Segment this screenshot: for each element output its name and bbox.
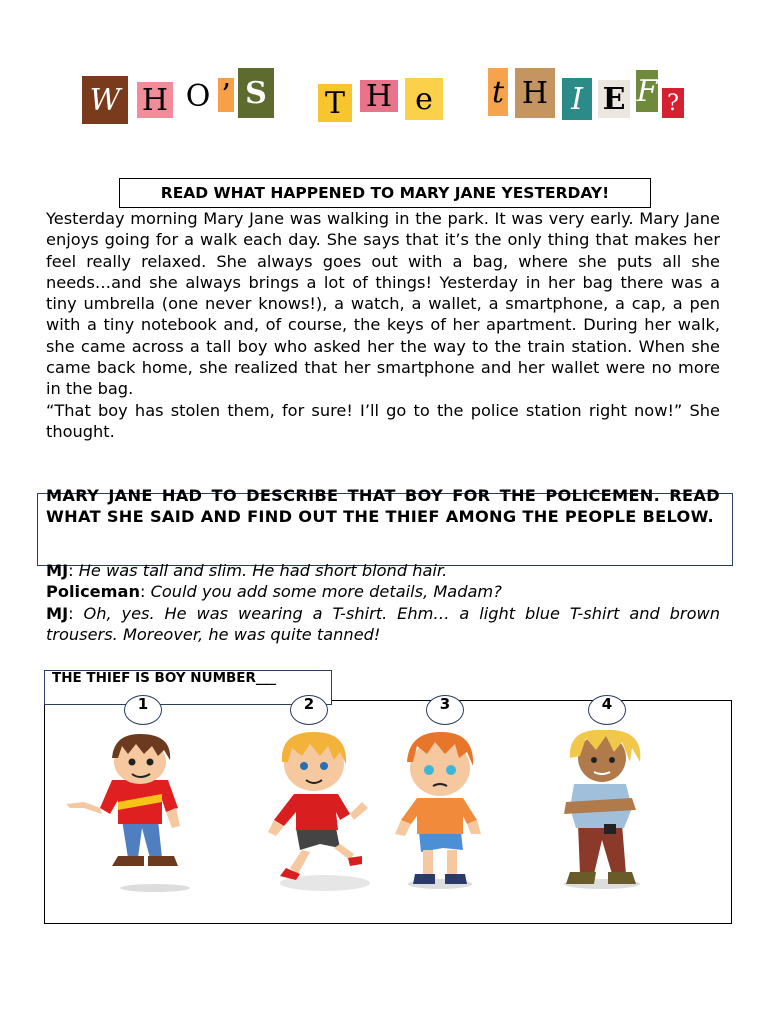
speaker: MJ [46, 603, 69, 623]
story-text [46, 208, 720, 442]
boy-number-badge: 4 [588, 695, 626, 725]
speech: Could you add some more details, Madam? [150, 582, 502, 602]
speaker: Policeman [46, 582, 140, 602]
title-tile: S [238, 68, 274, 118]
speaker: MJ [46, 561, 69, 580]
story-heading: READ WHAT HAPPENED TO MARY JANE YESTERDAY! [119, 178, 651, 208]
ransom-title [0, 60, 768, 140]
boy-4-illustration[interactable] [540, 728, 670, 893]
story-paragraph: Yesterday morning Mary Jane was walking in the park. It was very early. Mary Jane enjoys going for a walk each day. She says that it’s the only thing that makes her feel really relaxed. She always goes out with a bag, where she puts all she needs…and she always brings a lot of things! Yesterday in her bag there was a tiny umbrella (one never knows!), a watch, a wallet, a smartphone, a cap, a pen with a tiny notebook and, of course, the keys of her apartment. During her walk, she came across a tall boy who asked her the way to the train station. When she came back home, she realized that her smartphone and her wallet were no more in the bag. [46, 209, 720, 399]
title-tile: ? [662, 88, 684, 118]
dialog-line: MJ: He was tall and slim. He had short blond hair. [46, 561, 448, 580]
speech: He was tall and slim. He had short blond hair. [78, 561, 448, 580]
dialog-line: MJ: Oh, yes. He was wearing a T-shirt. Ehm… a light blue T-shirt and brown trousers. Moreover, he was quite tanned! [46, 603, 720, 644]
boy-number-badge: 3 [426, 695, 464, 725]
title-tile: T [318, 84, 352, 122]
title-tile: t [488, 68, 508, 116]
story-paragraph: “That boy has stolen them, for sure! I’ll go to the police station right now!” She thought. [46, 400, 720, 441]
title-tile: H [515, 68, 555, 118]
speech: Oh, yes. He was wearing a T-shirt. Ehm… a light blue T-shirt and brown trousers. Moreover, he was quite tanned! [46, 603, 720, 644]
dialog [46, 560, 720, 645]
title-tile: O [181, 78, 215, 114]
boy-1-illustration[interactable] [60, 728, 230, 893]
boy-number-badge: 1 [124, 695, 162, 725]
title-tile: W [82, 76, 128, 124]
title-tile: ’ [218, 78, 234, 112]
boy-2-illustration[interactable] [250, 728, 380, 893]
task-instructions: MARY JANE HAD TO DESCRIBE THAT BOY FOR THE POLICEMEN. READ WHAT SHE SAID AND FIND OUT THE THIEF AMONG THE PEOPLE BELOW. [46, 486, 720, 527]
boy-number-badge: 2 [290, 695, 328, 725]
answer-prompt: THE THIEF IS BOY NUMBER___ [52, 670, 277, 686]
title-tile: e [405, 78, 443, 120]
dialog-line: Policeman: Could you add some more details, Madam? [46, 582, 502, 602]
title-tile: H [137, 82, 173, 118]
title-tile: F [636, 70, 658, 112]
title-tile: H [360, 80, 398, 112]
title-tile: I [562, 78, 592, 120]
answer-field[interactable] [44, 670, 332, 705]
boy-3-illustration[interactable] [385, 728, 495, 893]
title-tile: E [598, 80, 630, 118]
